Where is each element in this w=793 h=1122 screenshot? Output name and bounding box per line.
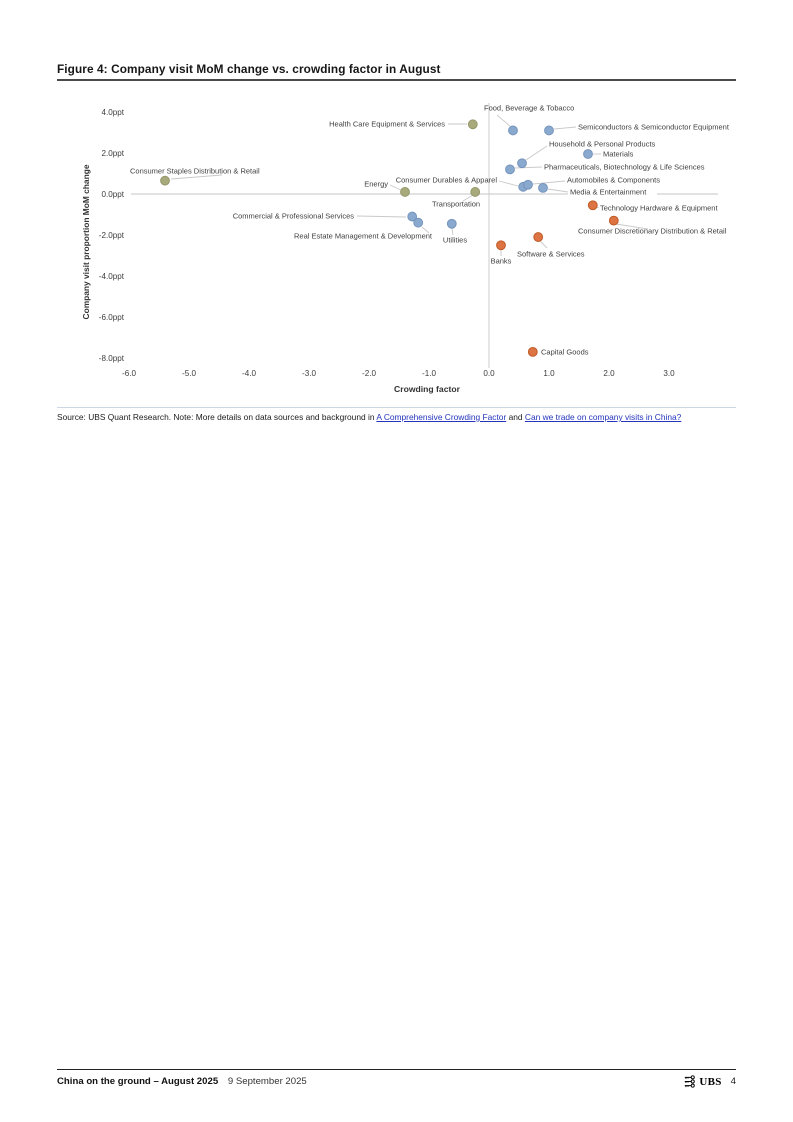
- source-link-crowding-factor[interactable]: A Comprehensive Crowding Factor: [376, 412, 507, 422]
- y-tick-label: -4.0ppt: [98, 271, 124, 281]
- figure-title: Figure 4: Company visit MoM change vs. crowding factor in August: [57, 62, 441, 76]
- ubs-wordmark: UBS: [699, 1075, 722, 1088]
- x-tick-label: -5.0: [182, 369, 196, 378]
- source-text-and: and: [506, 412, 525, 422]
- x-axis-title: Crowding factor: [394, 384, 460, 394]
- scatter-chart: [65, 95, 765, 400]
- source-link-company-visits[interactable]: Can we trade on company visits in China?: [524, 412, 682, 422]
- data-point-label: Capital Goods: [541, 347, 589, 357]
- data-point-olive-group: [401, 188, 410, 197]
- x-tick-label: -6.0: [122, 369, 136, 378]
- x-tick-label: -2.0: [362, 369, 376, 378]
- data-point-label: Software & Services: [517, 249, 585, 259]
- data-point-label: Commercial & Professional Services: [232, 211, 354, 221]
- data-point-label: Real Estate Management & Development: [294, 231, 432, 241]
- data-point-orange-group: [497, 241, 506, 250]
- label-leader-line: [548, 189, 568, 192]
- footer-rule: [57, 1069, 736, 1070]
- y-tick-label: -8.0ppt: [98, 353, 124, 363]
- data-point-label: Energy: [364, 179, 388, 189]
- footer-doc-title: China on the ground – August 2025: [57, 1076, 219, 1087]
- data-point-label: Banks: [490, 256, 512, 266]
- scatter-chart-container: [65, 95, 765, 400]
- x-tick-label: -1.0: [422, 369, 436, 378]
- label-leader-line: [533, 181, 565, 184]
- x-tick-label: 2.0: [603, 369, 615, 378]
- label-leader-line: [357, 216, 406, 217]
- footer-left: [57, 1076, 307, 1087]
- data-point-orange-group: [609, 216, 618, 225]
- y-tick-label: -2.0ppt: [98, 230, 124, 240]
- x-tick-label: 3.0: [663, 369, 675, 378]
- x-tick-label: 1.0: [543, 369, 555, 378]
- data-point-blue-group: [518, 159, 527, 168]
- data-point-label: Semiconductors & Semiconductor Equipment: [578, 122, 729, 132]
- label-leader-line: [499, 181, 518, 186]
- data-point-blue-group: [545, 126, 554, 135]
- page-number: 4: [730, 1076, 736, 1087]
- data-point-blue-group: [506, 165, 515, 174]
- label-leader-line: [497, 115, 511, 127]
- y-tick-label: 4.0ppt: [101, 107, 124, 117]
- data-point-olive-group: [471, 188, 480, 197]
- data-point-label: Consumer Discretionary Distribution & Retail: [578, 226, 727, 236]
- source-text: Source: UBS Quant Research. Note: More details on data sources and background in: [57, 412, 377, 422]
- data-point-blue-group: [524, 180, 533, 189]
- data-point-orange-group: [534, 233, 543, 242]
- data-point-label: Media & Entertainment: [570, 187, 647, 197]
- data-point-label: Utilities: [442, 235, 468, 245]
- x-tick-label: -3.0: [302, 369, 316, 378]
- data-point-label: Consumer Durables & Apparel: [395, 175, 497, 185]
- data-point-orange-group: [528, 347, 537, 356]
- data-point-blue-group: [584, 150, 593, 159]
- data-point-label: Food, Beverage & Tobacco: [484, 103, 575, 113]
- data-point-label: Health Care Equipment & Services: [329, 119, 445, 129]
- y-tick-label: -6.0ppt: [98, 312, 124, 322]
- data-point-label: Household & Personal Products: [549, 139, 656, 149]
- label-leader-line: [554, 127, 576, 129]
- data-point-olive-group: [468, 120, 477, 129]
- figure-title-rule: [57, 79, 736, 81]
- y-tick-label: 0.0ppt: [101, 189, 124, 199]
- data-point-blue-group: [447, 219, 456, 228]
- data-point-label: Consumer Staples Distribution & Retail: [130, 166, 260, 176]
- label-leader-line: [452, 228, 453, 235]
- label-leader-line: [390, 185, 401, 190]
- data-point-blue-group: [539, 183, 548, 192]
- ubs-keys-logo-icon: [683, 1075, 696, 1088]
- label-leader-line: [540, 241, 547, 248]
- data-point-blue-group: [414, 218, 423, 227]
- figure-bottom-rule: [57, 407, 736, 408]
- data-point-label: Materials: [603, 149, 634, 159]
- data-point-label: Automobiles & Components: [567, 175, 660, 185]
- x-tick-label: -4.0: [242, 369, 256, 378]
- data-point-blue-group: [509, 126, 518, 135]
- data-point-label: Transportation: [432, 199, 481, 209]
- y-axis-title: Company visit proportion MoM change: [81, 164, 91, 320]
- footer-date: 9 September 2025: [227, 1076, 307, 1087]
- label-leader-line: [526, 146, 547, 160]
- y-tick-label: 2.0ppt: [101, 148, 124, 158]
- data-point-orange-group: [588, 201, 597, 210]
- footer-right: [683, 1075, 736, 1088]
- data-point-olive-group: [161, 176, 170, 185]
- data-point-label: Pharmaceuticals, Biotechnology & Life Sciences: [544, 162, 705, 172]
- source-note: [57, 412, 747, 423]
- x-tick-label: 0.0: [483, 369, 495, 378]
- data-point-label: Technology Hardware & Equipment: [600, 203, 718, 213]
